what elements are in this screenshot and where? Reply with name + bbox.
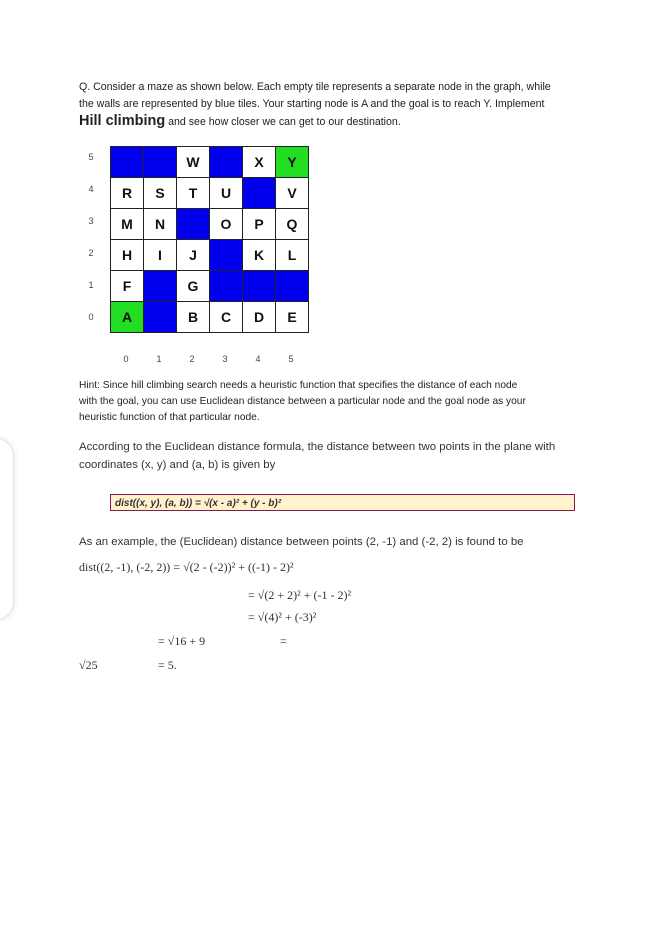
maze-y-label: 3 (88, 216, 94, 226)
example-step-4-equals: = (280, 634, 287, 648)
question-text (79, 79, 589, 131)
hill-climbing-emphasis: Hill climbing (79, 113, 166, 129)
question-line-3-rest: and see how closer we can get to our destination. (165, 116, 401, 128)
maze-node-h: H (111, 240, 144, 271)
hint-line-1: Hint: Since hill climbing search needs a heuristic function that specifies the distance of each node (79, 380, 518, 391)
maze-node-a: A (111, 302, 144, 333)
maze-node-p: P (243, 209, 276, 240)
maze-node-c: C (210, 302, 243, 333)
maze-node-n: N (144, 209, 177, 240)
maze-node-u: U (210, 178, 243, 209)
maze-row (111, 178, 309, 209)
example-result: = 5. (158, 658, 177, 672)
question-line-2: the walls are represented by blue tiles. Your starting node is A and the goal is to reach Y. Implement (79, 98, 545, 110)
maze-y-label: 4 (88, 184, 94, 194)
maze-wall-cell (177, 209, 210, 240)
maze-x-label: 2 (189, 354, 195, 364)
example-sqrt-25: √25 (79, 658, 98, 672)
example-step-2: = √(2 + 2)² + (-1 - 2)² (248, 588, 352, 602)
maze-wall-cell (210, 147, 243, 178)
example-step-3: = √(4)² + (-3)² (248, 610, 317, 624)
maze-x-label: 1 (156, 354, 162, 364)
maze-node-k: K (243, 240, 276, 271)
maze-node-t: T (177, 178, 210, 209)
maze-node-d: D (243, 302, 276, 333)
maze-node-y: Y (276, 147, 309, 178)
distance-formula-box: dist((x, y), (a, b)) = √(x - a)² + (y - b)² (110, 494, 575, 511)
euclidean-line-1: According to the Euclidean distance formula, the distance between two points in the plane with (79, 441, 556, 453)
euclidean-paragraph (79, 438, 599, 474)
maze-node-e: E (276, 302, 309, 333)
maze-node-q: Q (276, 209, 309, 240)
maze-row (111, 271, 309, 302)
maze-row (111, 240, 309, 271)
maze-node-j: J (177, 240, 210, 271)
question-line-1: Q. Consider a maze as shown below. Each empty tile represents a separate node in the graph, while (79, 81, 551, 93)
maze-node-v: V (276, 178, 309, 209)
maze-node-o: O (210, 209, 243, 240)
maze-node-m: M (111, 209, 144, 240)
side-panel-tab[interactable] (0, 438, 14, 620)
maze-x-label: 5 (288, 354, 294, 364)
maze-wall-cell (243, 271, 276, 302)
maze-node-x: X (243, 147, 276, 178)
hint-line-3: heuristic function of that particular node. (79, 412, 260, 423)
maze-row (111, 147, 309, 178)
example-step-1: dist((2, -1), (-2, 2)) = √(2 - (-2))² + ((-1) - 2)² (79, 560, 294, 574)
maze-node-b: B (177, 302, 210, 333)
euclidean-line-2: coordinates (x, y) and (a, b) is given by (79, 459, 276, 471)
maze-node-g: G (177, 271, 210, 302)
maze-y-label: 2 (88, 248, 94, 258)
maze-wall-cell (210, 240, 243, 271)
maze-node-w: W (177, 147, 210, 178)
maze-node-l: L (276, 240, 309, 271)
maze-wall-cell (144, 271, 177, 302)
maze-row (111, 209, 309, 240)
maze-row (111, 302, 309, 333)
maze-wall-cell (210, 271, 243, 302)
maze-node-f: F (111, 271, 144, 302)
maze-wall-cell (243, 178, 276, 209)
maze-y-label: 0 (88, 312, 94, 322)
maze-wall-cell (144, 147, 177, 178)
maze-wall-cell (276, 271, 309, 302)
hint-line-2: with the goal, you can use Euclidean distance between a particular node and the goal node as your (79, 396, 526, 407)
maze-node-i: I (144, 240, 177, 271)
maze-y-label: 1 (88, 280, 94, 290)
maze-y-label: 5 (88, 152, 94, 162)
maze-node-s: S (144, 178, 177, 209)
maze-node-r: R (111, 178, 144, 209)
hint-paragraph (79, 378, 579, 426)
maze-x-label: 4 (255, 354, 261, 364)
example-step-4: = √16 + 9 (158, 634, 206, 648)
example-intro: As an example, the (Euclidean) distance between points (2, -1) and (-2, 2) is found to be (79, 536, 524, 548)
maze-x-label: 3 (222, 354, 228, 364)
maze-wall-cell (144, 302, 177, 333)
maze-x-label: 0 (123, 354, 129, 364)
question-line-3 (79, 113, 589, 131)
maze-grid (110, 146, 309, 333)
maze-wall-cell (111, 147, 144, 178)
